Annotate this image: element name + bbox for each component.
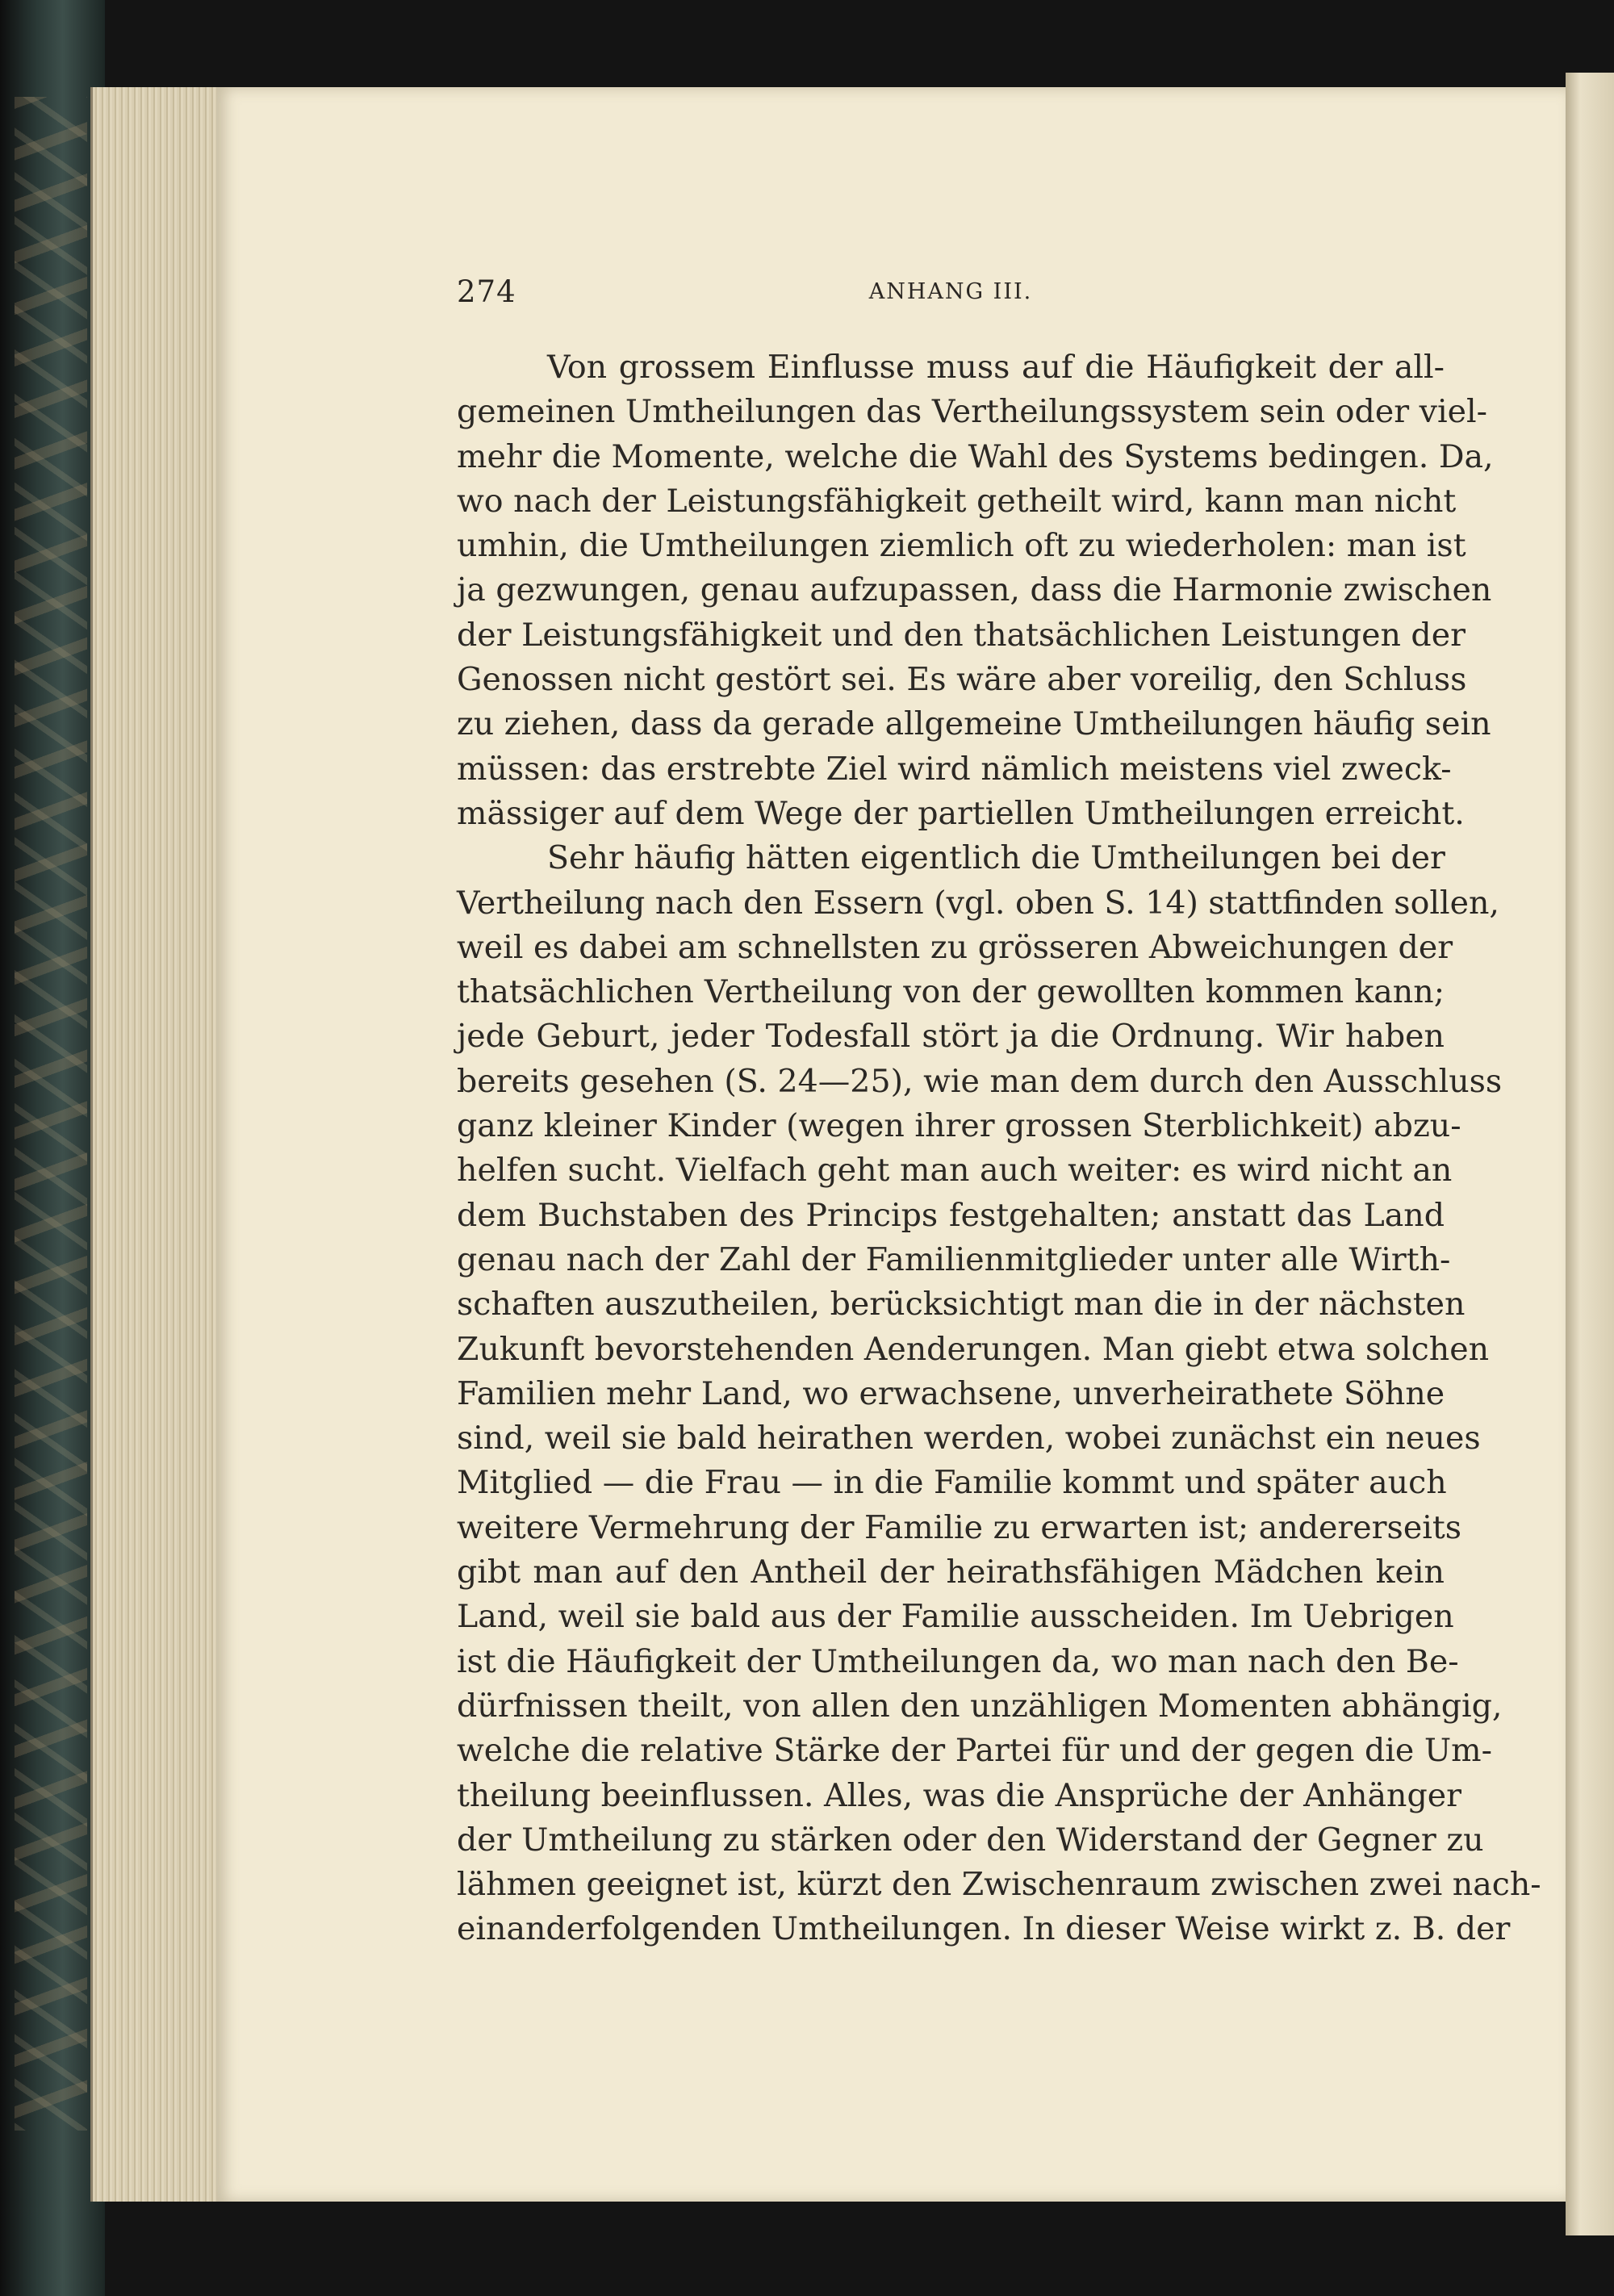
text-line: weil es dabei am schnellsten zu grösseren Abweichungen der	[457, 928, 1453, 966]
text-line: mässiger auf dem Wege der partiellen Umtheilungen erreicht.	[457, 794, 1465, 832]
next-page-edge	[1566, 73, 1614, 2235]
text-line: ist die Häufigkeit der Umtheilungen da, wo man nach den Be-	[457, 1642, 1459, 1680]
text-line: gemeinen Umtheilungen das Vertheilungssystem sein oder viel-	[457, 393, 1487, 431]
text-line: dem Buchstaben des Princips festgehalten; anstatt das Land	[457, 1196, 1445, 1234]
text-line: ganz kleiner Kinder (wegen ihrer grossen Sterblichkeit) abzu-	[457, 1107, 1461, 1145]
text-line: Sehr häufig hätten eigentlich die Umtheilungen bei der	[547, 839, 1445, 877]
book-cover-left	[0, 0, 105, 2296]
text-line: thatsächlichen Vertheilung von der gewollten kommen kann;	[457, 973, 1445, 1011]
text-line: umhin, die Umtheilungen ziemlich oft zu wiederholen: man ist	[457, 527, 1466, 565]
text-line: jede Geburt, jeder Todesfall stört ja die Ordnung. Wir haben	[457, 1018, 1445, 1056]
text-line: Zukunft bevorstehenden Aenderungen. Man giebt etwa solchen	[457, 1330, 1490, 1368]
text-line: müssen: das erstrebte Ziel wird nämlich meistens viel zweck-	[457, 750, 1452, 788]
text-line: theilung beeinflussen. Alles, was die Ansprüche der Anhänger	[457, 1776, 1462, 1814]
text-line: genau nach der Zahl der Familienmitglieder unter alle Wirth-	[457, 1240, 1451, 1278]
text-line: einanderfolgenden Umtheilungen. In dieser Weise wirkt z. B. der	[457, 1910, 1511, 1948]
text-line: bereits gesehen (S. 24—25), wie man dem durch den Ausschluss	[457, 1062, 1503, 1100]
text-line: dürfnissen theilt, von allen den unzähligen Momenten abhängig,	[457, 1687, 1503, 1725]
paragraph	[457, 345, 1494, 836]
text-line: Land, weil sie bald aus der Familie ausscheiden. Im Uebrigen	[457, 1598, 1454, 1636]
text-line: Genossen nicht gestört sei. Es wäre aber voreilig, den Schluss	[457, 661, 1467, 699]
text-line: zu ziehen, dass da gerade allgemeine Umtheilungen häufig sein	[457, 705, 1491, 743]
text-line: Mitglied — die Frau — in die Familie kommt und später auch	[457, 1464, 1447, 1502]
page-header	[457, 274, 1445, 323]
text-line: Vertheilung nach den Essern (vgl. oben S. 14) stattfinden sollen,	[457, 884, 1499, 922]
page-number: 274	[457, 274, 516, 309]
text-line: der Leistungsfähigkeit und den thatsächlichen Leistungen der	[457, 616, 1466, 654]
text-line: weitere Vermehrung der Familie zu erwarten ist; andererseits	[457, 1508, 1461, 1546]
text-line: schaften auszutheilen, berücksichtigt man die in der nächsten	[457, 1286, 1466, 1324]
text-line: gibt man auf den Antheil der heirathsfähigen Mädchen kein	[457, 1554, 1445, 1591]
text-line: Von grossem Einflusse muss auf die Häufigkeit der all-	[547, 349, 1445, 386]
paragraph	[457, 836, 1541, 1951]
text-line: der Umtheilung zu stärken oder den Widerstand der Gegner zu	[457, 1821, 1484, 1859]
body-text	[457, 345, 1541, 1952]
text-line: sind, weil sie bald heirathen werden, wobei zunächst ein neues	[457, 1420, 1481, 1457]
page-edges	[90, 87, 222, 2202]
text-line: ja gezwungen, genau aufzupassen, dass die Harmonie zwischen	[457, 571, 1492, 609]
text-line: Familien mehr Land, wo erwachsene, unverheirathete Söhne	[457, 1374, 1445, 1412]
text-line: wo nach der Leistungsfähigkeit getheilt wird, kann man nicht	[457, 482, 1457, 520]
marbled-paper-pattern	[15, 97, 87, 2131]
text-line: mehr die Momente, welche die Wahl des Systems bedingen. Da,	[457, 437, 1494, 475]
text-line: welche die relative Stärke der Partei für und der gegen die Um-	[457, 1732, 1492, 1770]
text-line: lähmen geeignet ist, kürzt den Zwischenraum zwischen zwei nach-	[457, 1866, 1541, 1904]
text-line: helfen sucht. Vielfach geht man auch weiter: es wird nicht an	[457, 1152, 1453, 1190]
running-head: ANHANG III.	[868, 279, 1033, 304]
